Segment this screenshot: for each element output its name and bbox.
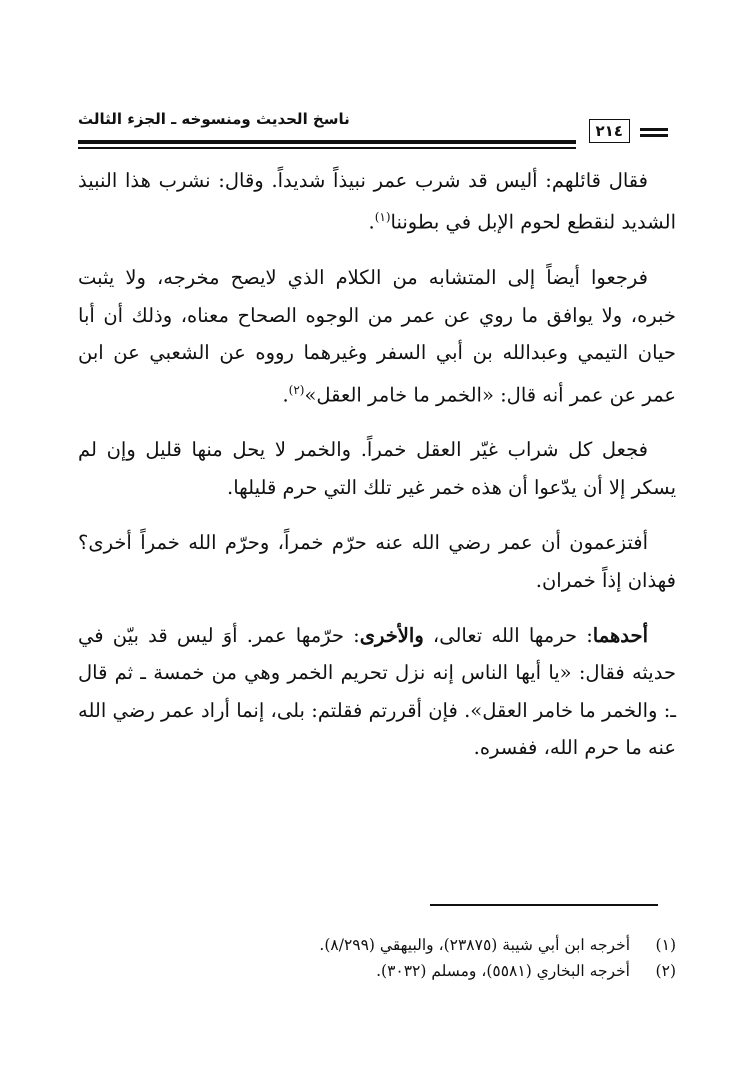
paragraph-text: . xyxy=(368,210,375,234)
main-text xyxy=(78,162,676,785)
footnotes xyxy=(78,932,676,984)
paragraph xyxy=(78,431,676,506)
page-header xyxy=(78,104,676,150)
footnote xyxy=(78,958,676,984)
header-rule xyxy=(78,140,576,144)
paragraph-text: فرجعوا أيضاً إلى المتشابه من الكلام الذي لايصح مخرجه، ولا يثبت خبره، ولا يوافق ما روي عن عمر من الوجوه الصحاح معناه، وذلك أن أبا حيان التيمي وعبدالله بن أبي السفر وغيرهما رووه عن الشعبي عن ابن عمر عن عمر أنه قال: «الخمر ما خامر العقل» xyxy=(78,266,676,407)
paragraph-text: فجعل كل شراب غيّر العقل خمراً. والخمر لا يحل منها قليل وإن لم يسكر إلا أن يدّعوا أن هذه خمر غير تلك التي حرم قليلها. xyxy=(78,438,676,499)
paragraph-text: . xyxy=(282,383,289,407)
header-ornament xyxy=(640,128,668,131)
paragraph xyxy=(78,259,676,413)
footnote-text: أخرجه ابن أبي شيبة (٢٣٨٧٥)، والبيهقي (٨/٢٩٩). xyxy=(319,936,630,954)
paragraph-text: أفتزعمون أن عمر رضي الله عنه حرّم خمراً، وحرّم الله خمراً أخرى؟ فهذان إذاً خمران. xyxy=(78,531,676,592)
paragraph xyxy=(78,524,676,599)
footnote-number: (١) xyxy=(655,936,676,954)
footnote-ref: (١) xyxy=(374,210,391,225)
running-title: ناسخ الحديث ومنسوخه ـ الجزء الثالث xyxy=(78,110,350,128)
header-ornament xyxy=(640,134,668,137)
footnote-number: (٢) xyxy=(655,962,676,980)
paragraph-text: : حرمها الله تعالى، xyxy=(423,624,593,648)
footnote-ref: (٢) xyxy=(288,382,305,397)
paragraph xyxy=(78,162,676,241)
header-rule xyxy=(78,147,576,149)
paragraph-text: فقال قائلهم: أليس قد شرب عمر نبيذاً شديداً. وقال: نشرب هذا النبيذ الشديد لنقطع لحوم الإبل في بطوننا xyxy=(78,169,676,234)
bold-term: أحدهما xyxy=(592,624,648,648)
page-number: ٢١٤ xyxy=(589,119,630,143)
paragraph-text: : حرّمها عمر. أوَ ليس قد بيّن في حديثه فقال: «يا أيها الناس إنه نزل تحريم الخمر وهي من خمسة ـ ثم قال ـ: والخمر ما خامر العقل». فإن أقررتم فقلتم: بلى، إنما أراد عمر رضي الله عنه ما حرم الله، ففسره. xyxy=(78,624,676,760)
footnote-divider xyxy=(430,904,658,906)
footnote xyxy=(78,932,676,958)
paragraph xyxy=(78,617,676,767)
footnote-text: أخرجه البخاري (٥٥٨١)، ومسلم (٣٠٣٢). xyxy=(376,962,630,980)
bold-term: والأخرى xyxy=(359,624,424,648)
